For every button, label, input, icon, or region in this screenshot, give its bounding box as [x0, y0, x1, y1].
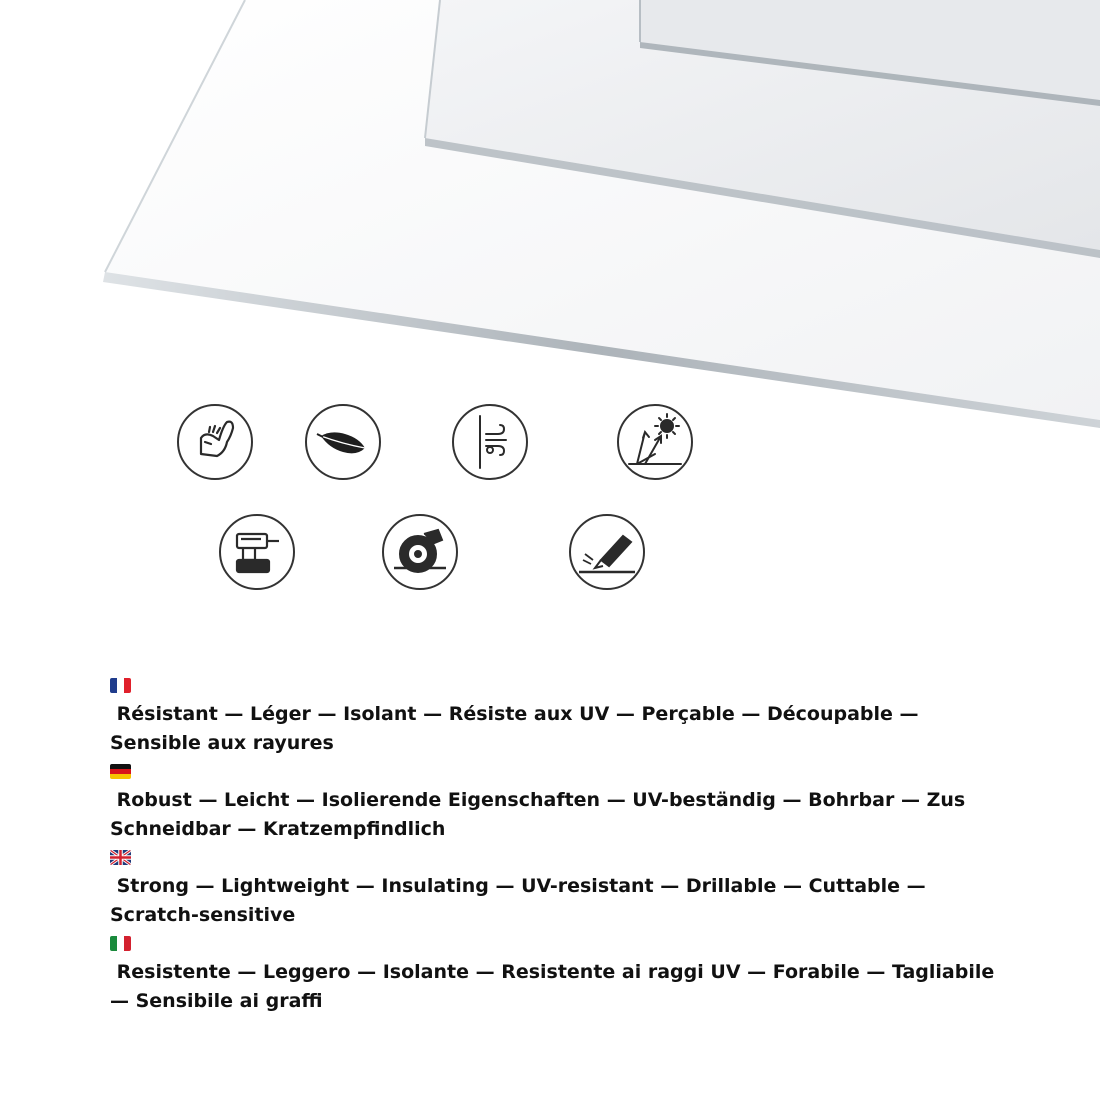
uk-flag-icon [110, 850, 131, 865]
french-features [110, 678, 1010, 758]
feather-icon [303, 402, 383, 482]
german-feature-text: Robust — Leicht — Isolierende Eigenschaften — UV-beständig — Bohrbar — Zus Schneidbar — Kratzempfindlich [110, 789, 972, 840]
germany-flag-icon [110, 764, 131, 779]
utility-knife-icon [567, 512, 647, 592]
circular-saw-icon [380, 512, 460, 592]
insulation-wind-icon [450, 402, 530, 482]
english-features [110, 850, 1010, 930]
italy-flag-icon [110, 936, 131, 951]
english-feature-text: Strong — Lightweight — Insulating — UV-resistant — Drillable — Cuttable — Scratch-sensitive [110, 875, 933, 926]
feature-list-multilingual [110, 676, 1010, 1022]
german-features [110, 764, 1010, 844]
france-flag-icon [110, 678, 131, 693]
drill-icon [217, 512, 297, 592]
italian-feature-text: Resistente — Leggero — Isolante — Resistente ai raggi UV — Forabile — Tagliabile — Sensibile ai graffi [110, 961, 1001, 1012]
uv-sun-icon [615, 402, 695, 482]
french-feature-text: Résistant — Léger — Isolant — Résiste aux UV — Perçable — Découpable — Sensible aux rayures [110, 703, 926, 754]
italian-features [110, 936, 1010, 1016]
strong-arm-icon [175, 402, 255, 482]
